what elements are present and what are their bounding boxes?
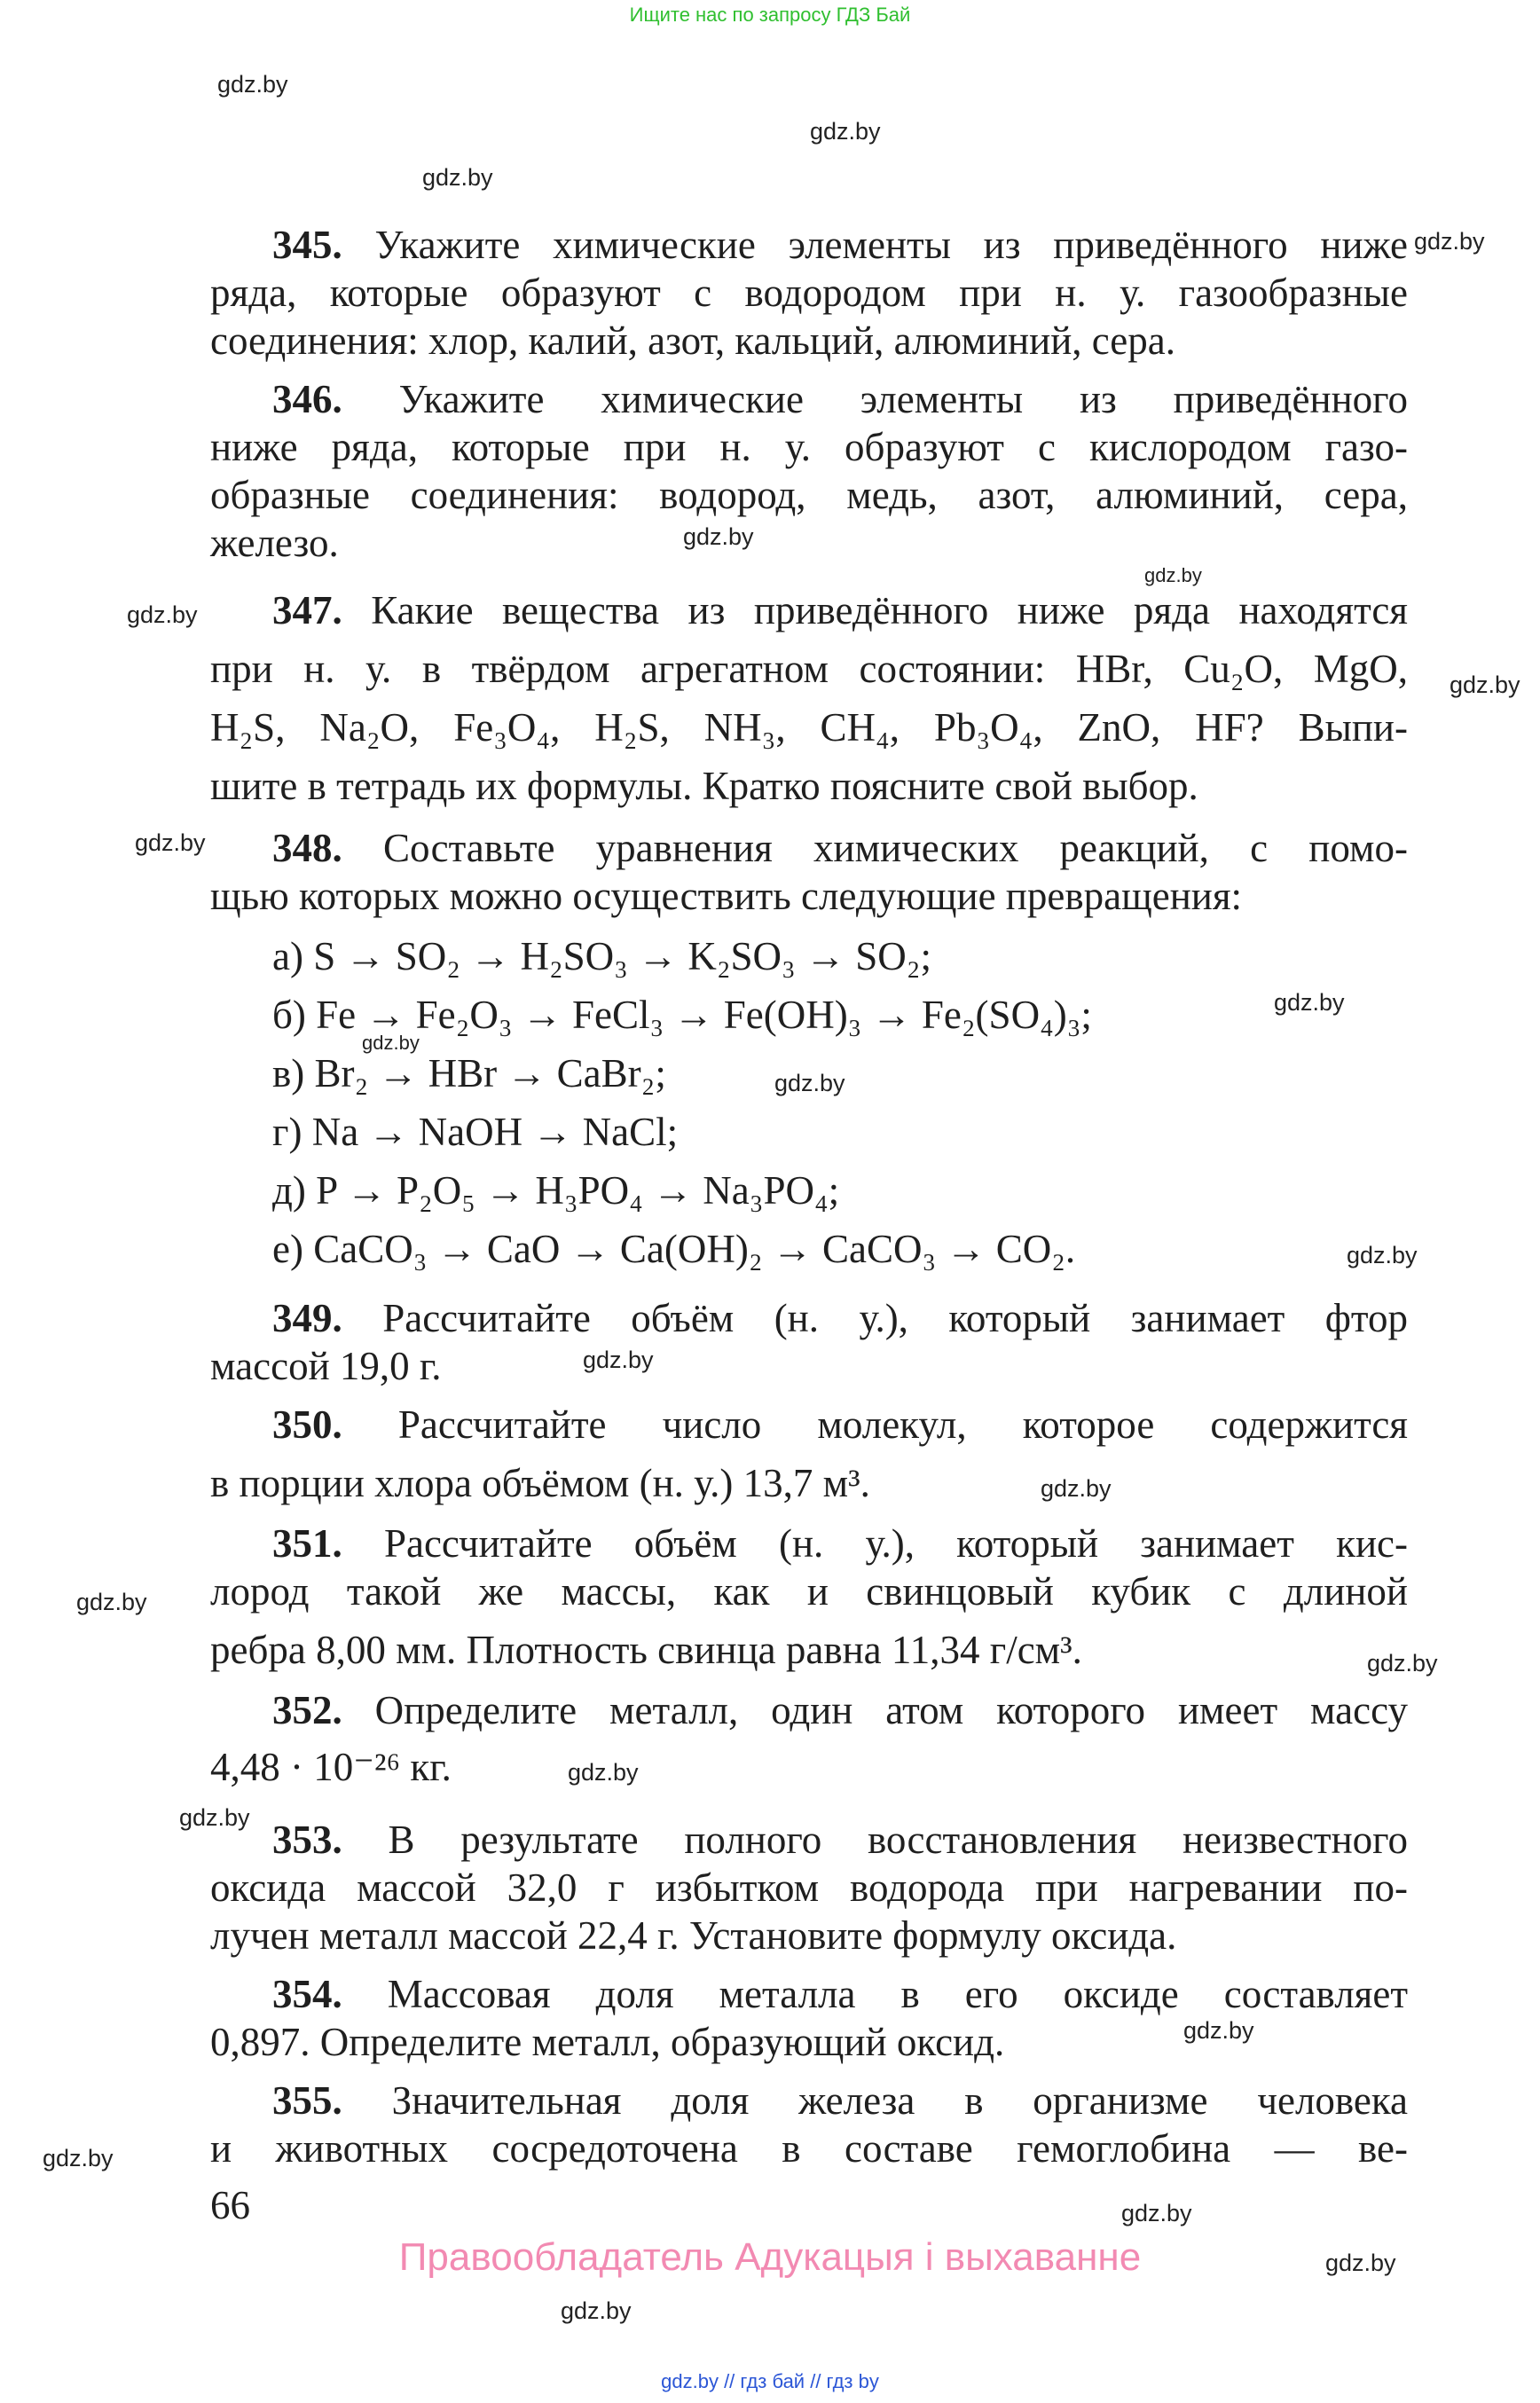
watermark: gdz.by bbox=[561, 2297, 632, 2324]
exercise-number: 352. bbox=[272, 1688, 342, 1732]
transformation-c: в) Br₂ → HBr → CaBr₂; bbox=[272, 1051, 666, 1095]
exercise-351-line-1: 351. Рассчитайте объём (н. у.), который занимает кис- bbox=[272, 1521, 1408, 1566]
exercise-348-line-1: 348. Составьте уравнения химических реакций, с помо- bbox=[272, 826, 1408, 870]
exercise-354-line-2: 0,897. Определите металл, образующий оксид. bbox=[210, 2020, 1005, 2064]
watermark: gdz.by bbox=[583, 1347, 654, 1373]
exercise-346-line-4: железо. bbox=[210, 521, 339, 565]
watermark: gdz.by bbox=[1183, 2017, 1254, 2044]
exercise-number: 347. bbox=[272, 588, 342, 632]
watermark: gdz.by bbox=[422, 164, 493, 191]
watermark: gdz.by bbox=[1274, 989, 1345, 1016]
watermark: gdz.by bbox=[362, 1032, 420, 1054]
exercise-345-line-2: ряда, которые образуют с водородом при н. у. газообразные bbox=[210, 271, 1408, 315]
exercise-347-line-4: шите в тетрадь их формулы. Кратко поясните свой выбор. bbox=[210, 764, 1198, 808]
watermark: gdz.by bbox=[774, 1070, 845, 1096]
watermark: gdz.by bbox=[43, 2145, 114, 2171]
exercise-350-line-1: 350. Рассчитайте число молекул, которое содержится bbox=[272, 1402, 1409, 1447]
watermark: gdz.by bbox=[217, 71, 288, 98]
footer-links[interactable]: gdz.by // гдз бай // гдз by bbox=[661, 2370, 879, 2392]
watermark: gdz.by bbox=[1325, 2250, 1396, 2276]
exercise-347-line-3: H₂S, Na₂O, Fe₃O₄, H₂S, NH₃, CH₄, Pb₃O₄, ZnO, HF? Выпи- bbox=[210, 705, 1408, 750]
exercise-346-line-3: образные соединения: водород, медь, азот, алюминий, сера, bbox=[210, 473, 1408, 517]
exercise-355-line-2: и животных сосредоточена в составе гемоглобина — ве- bbox=[210, 2126, 1408, 2171]
exercise-346-line-2: ниже ряда, которые при н. у. образуют с кислородом газо- bbox=[210, 425, 1408, 469]
copyright-notice: Правообладатель Адукацыя і выхаванне bbox=[398, 2235, 1142, 2279]
watermark: gdz.by bbox=[76, 1589, 147, 1615]
transformation-b: б) Fe → Fe₂O₃ → FeCl₃ → Fe(OH)₃ → Fe₂(SO₄)₃; bbox=[272, 993, 1092, 1037]
exercise-353-line-1: 353. В результате полного восстановления неизвестного bbox=[272, 1818, 1409, 1862]
watermark: gdz.by bbox=[135, 829, 206, 856]
watermark: gdz.by bbox=[1367, 1650, 1438, 1677]
exercise-number: 355. bbox=[272, 2078, 342, 2123]
watermark: gdz.by bbox=[1144, 564, 1202, 586]
watermark: gdz.by bbox=[568, 1759, 639, 1786]
exercise-352-line-1: 352. Определите металл, один атом которого имеет массу bbox=[272, 1688, 1408, 1732]
watermark: gdz.by bbox=[1041, 1475, 1112, 1502]
exercise-352-line-2: 4,48 · 10⁻²⁶ кг. bbox=[210, 1745, 452, 1789]
exercise-349-line-1: 349. Рассчитайте объём (н. у.), который занимает фтор bbox=[272, 1296, 1409, 1340]
transformation-a: а) S → SO₂ → H₂SO₃ → K₂SO₃ → SO₂; bbox=[272, 934, 931, 978]
exercise-353-line-3: лучен металл массой 22,4 г. Установите формулу оксида. bbox=[210, 1913, 1177, 1958]
exercise-351-line-3: ребра 8,00 мм. Плотность свинца равна 11,34 г/см³. bbox=[210, 1628, 1082, 1672]
exercise-number: 354. bbox=[272, 1972, 342, 2016]
watermark: gdz.by bbox=[1414, 228, 1485, 255]
transformation-d: г) Na → NaOH → NaCl; bbox=[272, 1110, 679, 1154]
transformation-e: д) P → P₂O₅ → H₃PO₄ → Na₃PO₄; bbox=[272, 1168, 840, 1213]
exercise-number: 353. bbox=[272, 1818, 342, 1862]
exercise-number: 348. bbox=[272, 826, 342, 870]
exercise-number: 351. bbox=[272, 1521, 342, 1566]
watermark: gdz.by bbox=[1347, 1242, 1418, 1268]
page-number: 66 bbox=[210, 2183, 250, 2227]
exercise-348-line-2: щью которых можно осуществить следующие превращения: bbox=[210, 874, 1243, 918]
exercise-345-line-1: 345. Укажите химические элементы из приведённого ниже bbox=[272, 223, 1408, 267]
watermark: gdz.by bbox=[179, 1804, 250, 1831]
exercise-346-line-1: 346. Укажите химические элементы из приведённого bbox=[272, 377, 1409, 421]
exercise-350-line-2: в порции хлора объёмом (н. у.) 13,7 м³. bbox=[210, 1461, 870, 1505]
exercise-347-line-1: 347. Какие вещества из приведённого ниже ряда находятся bbox=[272, 588, 1408, 632]
exercise-351-line-2: лород такой же массы, как и свинцовый кубик с длиной bbox=[210, 1569, 1408, 1614]
watermark: gdz.by bbox=[810, 118, 881, 145]
exercise-345-line-3: соединения: хлор, калий, азот, кальций, алюминий, сера. bbox=[210, 318, 1175, 363]
watermark: gdz.by bbox=[1121, 2200, 1192, 2226]
transformation-f: е) CaCO₃ → CaO → Ca(OH)₂ → CaCO₃ → CO₂. bbox=[272, 1227, 1076, 1271]
exercise-347-line-2: при н. у. в твёрдом агрегатном состоянии: HBr, Cu₂O, MgO, bbox=[210, 647, 1408, 691]
exercise-number: 349. bbox=[272, 1296, 342, 1340]
exercise-355-line-1: 355. Значительная доля железа в организме человека bbox=[272, 2078, 1409, 2123]
exercise-349-line-2: массой 19,0 г. bbox=[210, 1344, 442, 1388]
exercise-354-line-1: 354. Массовая доля металла в его оксиде составляет bbox=[272, 1972, 1408, 2016]
watermark: gdz.by bbox=[127, 601, 198, 628]
exercise-number: 345. bbox=[272, 223, 342, 267]
exercise-353-line-2: оксида массой 32,0 г избытком водорода при нагревании по- bbox=[210, 1865, 1408, 1910]
exercise-number: 346. bbox=[272, 377, 342, 421]
exercise-number: 350. bbox=[272, 1402, 342, 1447]
watermark: gdz.by bbox=[683, 523, 754, 550]
watermark: gdz.by bbox=[1450, 671, 1520, 698]
top-banner[interactable]: Ищите нас по запросу ГДЗ Бай bbox=[629, 4, 911, 26]
